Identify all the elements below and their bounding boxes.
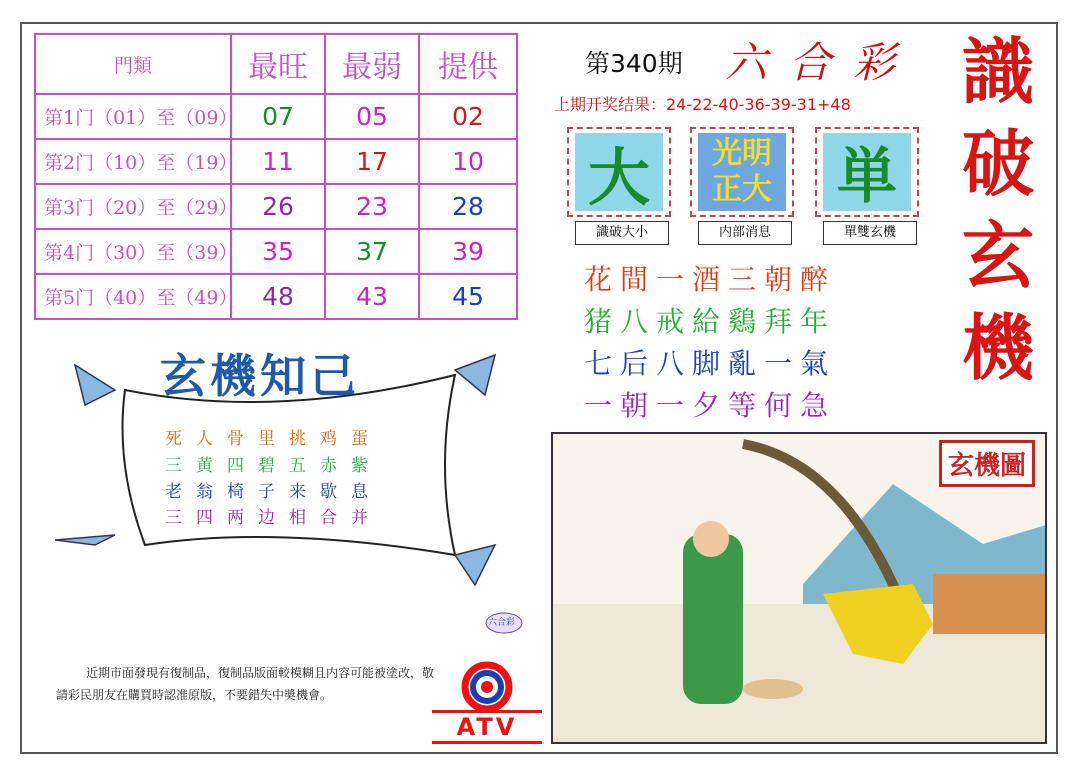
bird-icon [55,535,115,545]
cell-provided: 45 [419,274,517,319]
poem-line: 一朝一夕等何急 [584,389,837,422]
row-label: 第4门（30）至（39） [35,229,231,274]
bird-icon [455,545,495,585]
cell-hottest: 48 [231,274,325,319]
issue-number: 第340期 [585,49,683,78]
poem-line: 花間一酒三朝醉 [584,263,837,296]
banner-line: 三黄四碧五赤紫 [165,456,382,476]
box-inside-news-glyph-top: 光明 [712,136,772,171]
lottery-name: 六合彩 [725,38,918,87]
door-table [34,33,518,320]
cell-weakest: 43 [325,274,419,319]
header-category: 門類 [35,34,231,94]
box-size [567,127,671,240]
cell-hottest: 26 [231,184,325,229]
vertical-title-char: 機 [961,305,1034,390]
poem-line: 猪八戒給鷄拜年 [584,305,837,338]
bird-icon [75,365,115,405]
box-odd-even [815,127,919,240]
box-inside-news [690,127,794,240]
table-row [35,94,517,139]
box-inside-news-glyph-bottom: 正大 [712,172,772,207]
mark-six-logo-text: 六合彩 [488,618,516,628]
atv-logo-text: ATV [432,710,542,744]
cell-provided: 28 [419,184,517,229]
table-row [35,184,517,229]
table-row [35,229,517,274]
cell-provided: 39 [419,229,517,274]
cell-weakest: 23 [325,184,419,229]
cell-weakest: 37 [325,229,419,274]
vertical-title-char: 玄 [961,213,1034,298]
row-label: 第2门（10）至（19） [35,139,231,184]
row-label: 第1门（01）至（09） [35,94,231,139]
box-odd-even-image [823,133,911,211]
scene-illustration [551,432,1047,744]
vertical-title [958,26,1038,394]
box-size-glyph: 大 [587,140,650,214]
box-odd-even-caption: 單雙玄機 [823,221,917,245]
cell-provided: 02 [419,94,517,139]
cell-hottest: 11 [231,139,325,184]
vertical-title-char: 破 [961,121,1034,206]
notice-text: 近期市面發現有復制品，復制品版面較模糊且内容可能被塗改，敬請彩民朋友在購買時認准原版，不要錯失中奬機會。 [56,666,435,702]
box-odd-even-glyph: 単 [837,142,897,212]
previous-result: 上期开奖结果：24-22-40-36-39-31+48 [554,95,851,114]
header-hottest: 最旺 [231,34,325,94]
table-row [35,139,517,184]
row-label: 第5门（40）至（49） [35,274,231,319]
cell-weakest: 05 [325,94,419,139]
mark-six-logo [484,605,524,635]
cell-weakest: 17 [325,139,419,184]
cell-hottest: 35 [231,229,325,274]
vertical-title-char: 識 [961,29,1034,114]
row-label: 第3门（20）至（29） [35,184,231,229]
box-size-caption: 識破大小 [575,221,669,245]
header-provided: 提供 [419,34,517,94]
banner-line: 死人骨里挑鸡蛋 [165,429,382,449]
banner-title: 玄機知己 [160,349,360,403]
banner-line: 三四两边相合并 [165,508,382,528]
box-inside-news-image [698,133,786,211]
poem-line: 七后八脚亂一氣 [584,347,837,380]
banner-line: 老翁椅子来歇息 [165,482,382,502]
table-row [35,274,517,319]
bird-icon [455,355,495,395]
cell-hottest: 07 [231,94,325,139]
box-size-image [575,133,663,214]
box-inside-news-caption: 内部消息 [698,221,792,245]
cell-provided: 10 [419,139,517,184]
scene-label: 玄機圖 [939,440,1035,487]
header-weakest: 最弱 [325,34,419,94]
table-header-row [35,34,517,94]
